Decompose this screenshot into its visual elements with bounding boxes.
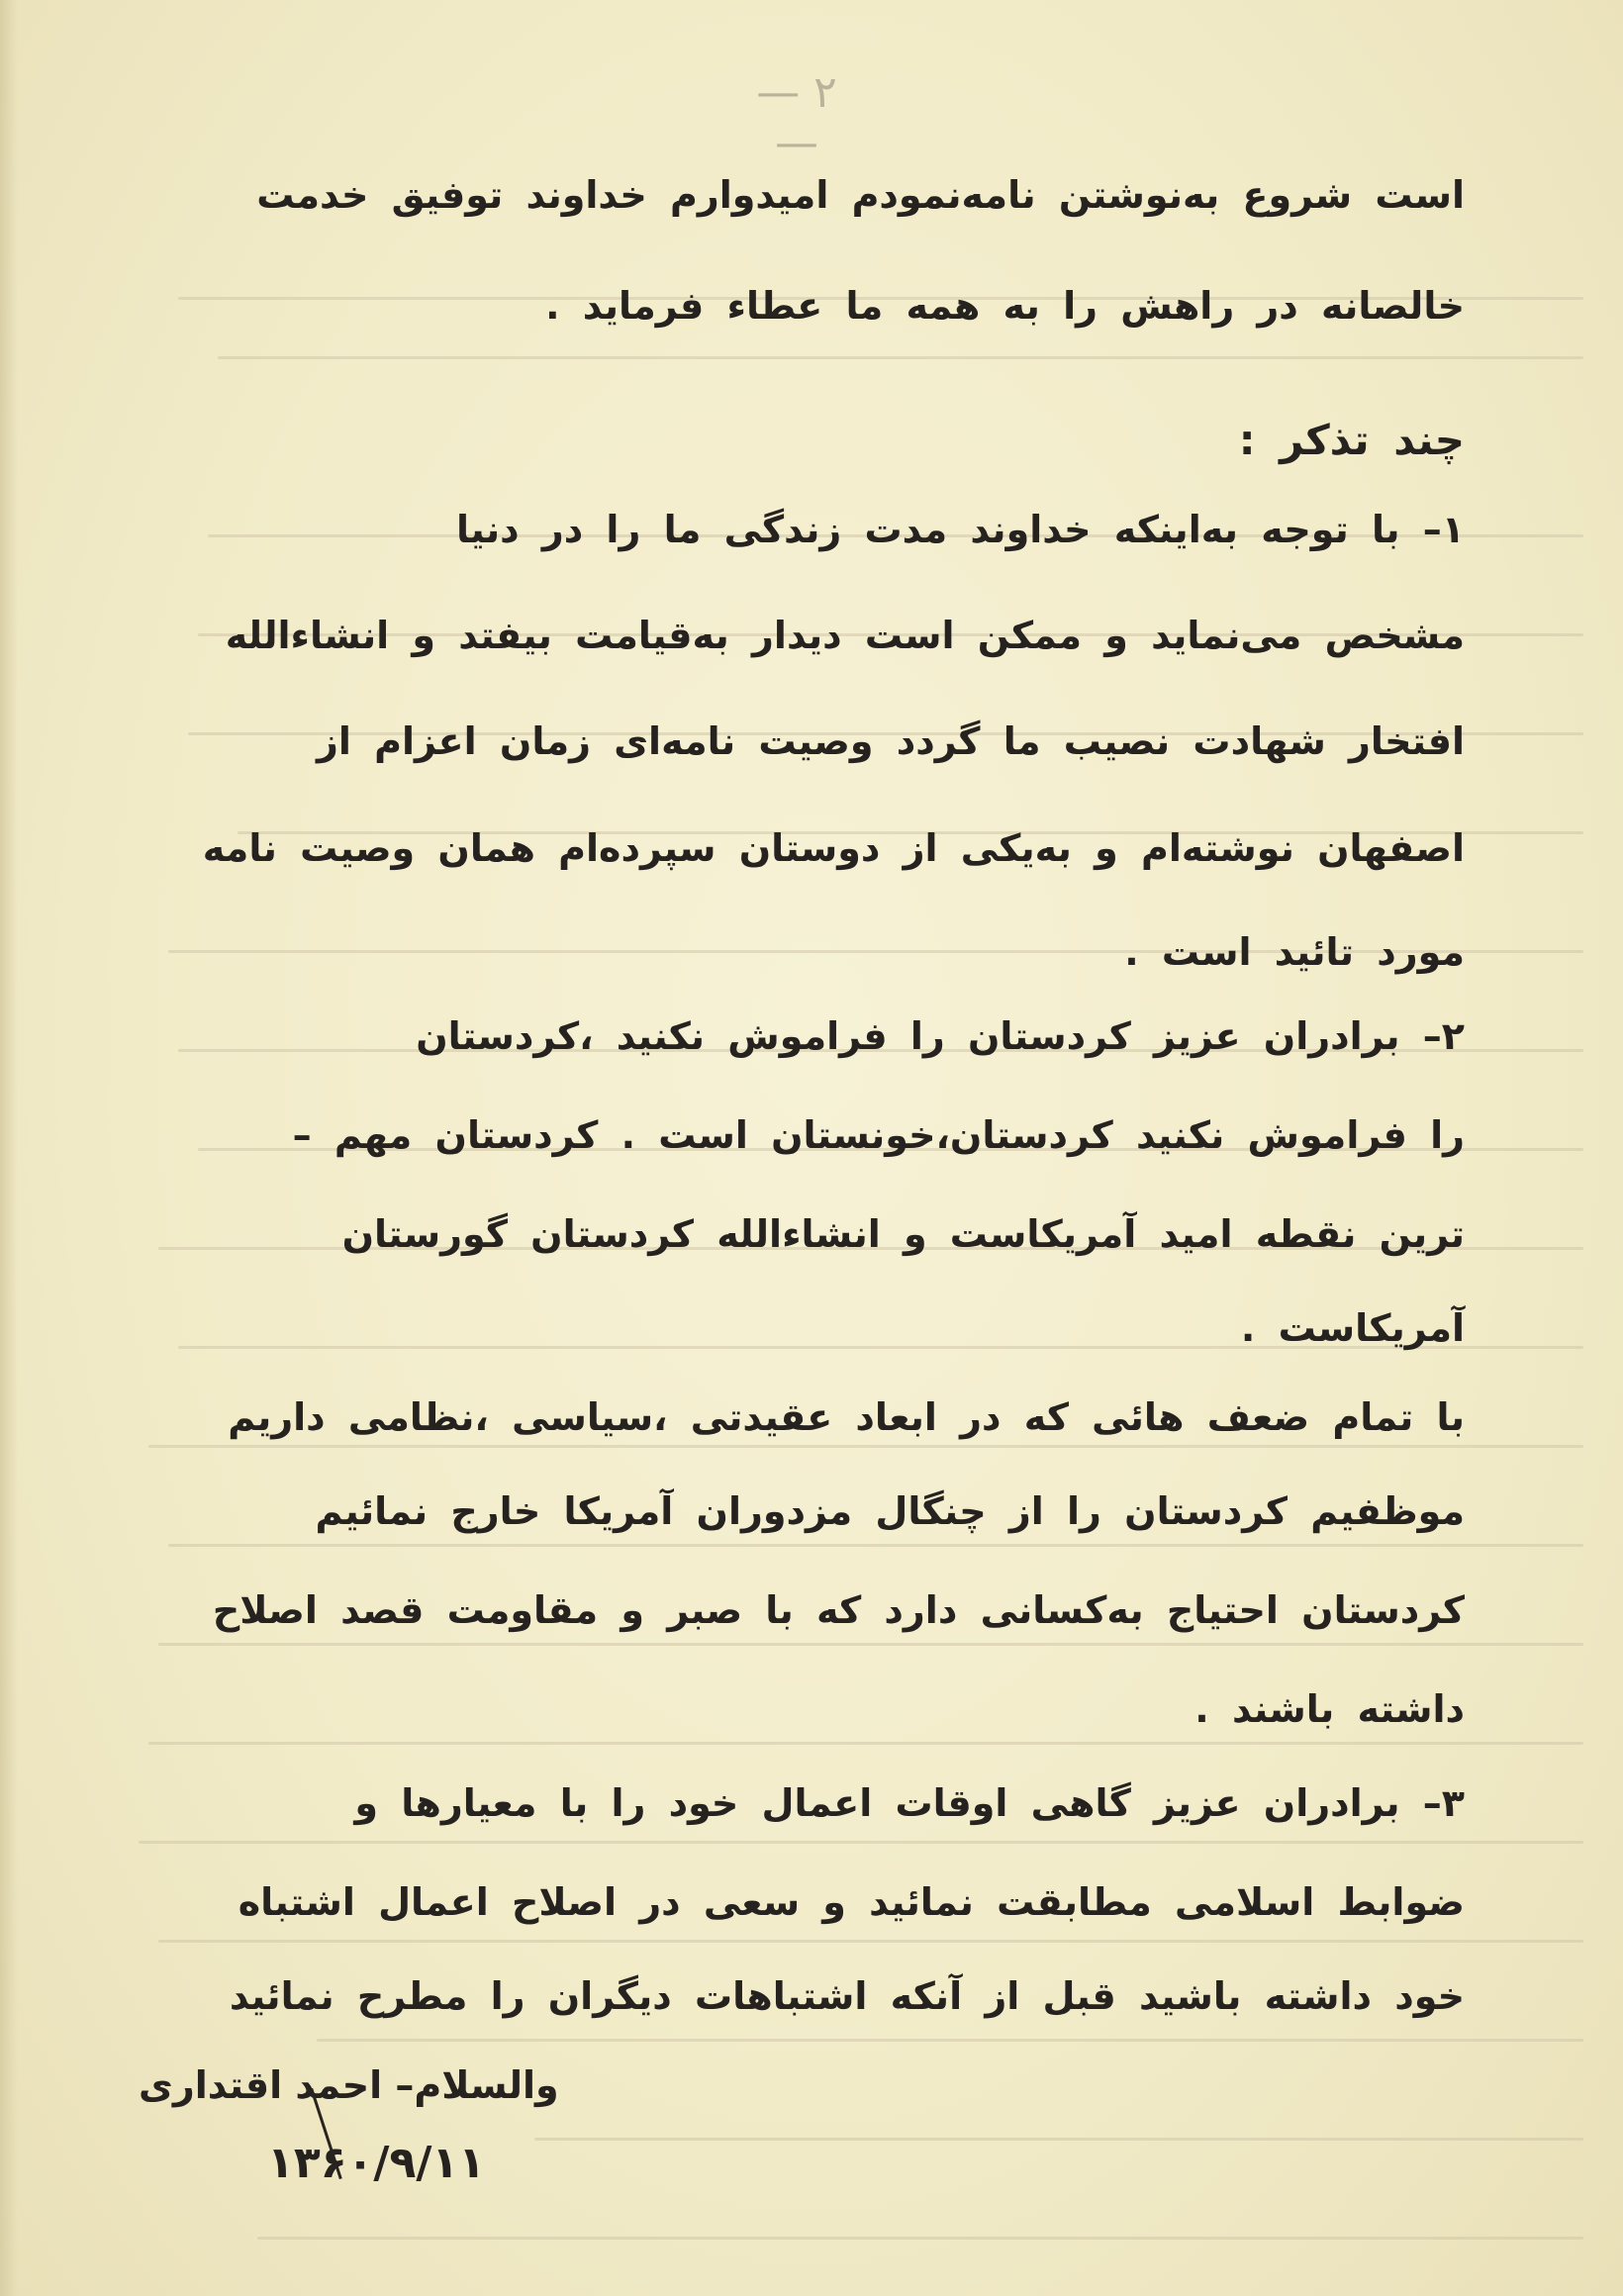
page-edge-shadow — [0, 0, 18, 2296]
date: ۱۳۶۰/۹/۱۱ — [267, 2138, 486, 2188]
page-number: — ۲ — — [756, 67, 837, 168]
body-line: است شروع به‌نوشتن نامه‌نمودم امیدوارم خداوند توفیق خدمت — [256, 173, 1465, 217]
body-line: را فراموش نکنید کردستان،خونستان است . کردستان مهم – — [292, 1113, 1465, 1157]
body-line: افتخار شهادت نصیب ما گردد وصیت نامه‌ای زمان اعزام از — [317, 719, 1465, 763]
body-line: خالصانه در راهش را به همه ما عطاء فرماید . — [545, 284, 1465, 328]
body-line: آمریکاست . — [1240, 1306, 1465, 1350]
body-line: با تمام ضعف هائی که در ابعاد عقیدتی ،سیاسی ،نظامی داریم — [228, 1395, 1465, 1439]
body-line: ترین نقطه امید آمریکاست و انشاءالله کردستان گورستان — [341, 1212, 1465, 1256]
body-line: مشخص می‌نماید و ممکن است دیدار به‌قیامت بیفتد و انشاءالله — [225, 614, 1465, 657]
body-line: اصفهان نوشته‌ام و به‌یکی از دوستان سپرده‌ام همان وصیت نامه — [202, 826, 1465, 870]
body-line: ۱– با توجه به‌اینکه خداوند مدت زندگی ما را در دنیا — [456, 508, 1465, 551]
body-line: مورد تائید است . — [1124, 930, 1465, 974]
body-line: کردستان احتیاج به‌کسانی دارد که با صبر و مقاومت قصد اصلاح — [212, 1588, 1465, 1632]
body-line: ۳– برادران عزیز گاهی اوقات اعمال خود را با معیارها و — [354, 1781, 1465, 1825]
body-line: ۲– برادران عزیز کردستان را فراموش نکنید ،کردستان — [416, 1014, 1465, 1058]
body-line: داشته باشند . — [1194, 1687, 1465, 1731]
body-line: خود داشته باشید قبل از آنکه اشتباهات دیگران را مطرح نمائید — [229, 1974, 1465, 2018]
section-heading: چند تذکر : — [1238, 416, 1465, 464]
body-line: موظفیم کردستان را از چنگال مزدوران آمریکا خارج نمائیم — [315, 1489, 1465, 1533]
signature: والسلام– احمد اقتداری — [139, 2063, 559, 2107]
body-line: ضوابط اسلامی مطابقت نمائید و سعی در اصلاح اعمال اشتباه — [238, 1880, 1465, 1924]
